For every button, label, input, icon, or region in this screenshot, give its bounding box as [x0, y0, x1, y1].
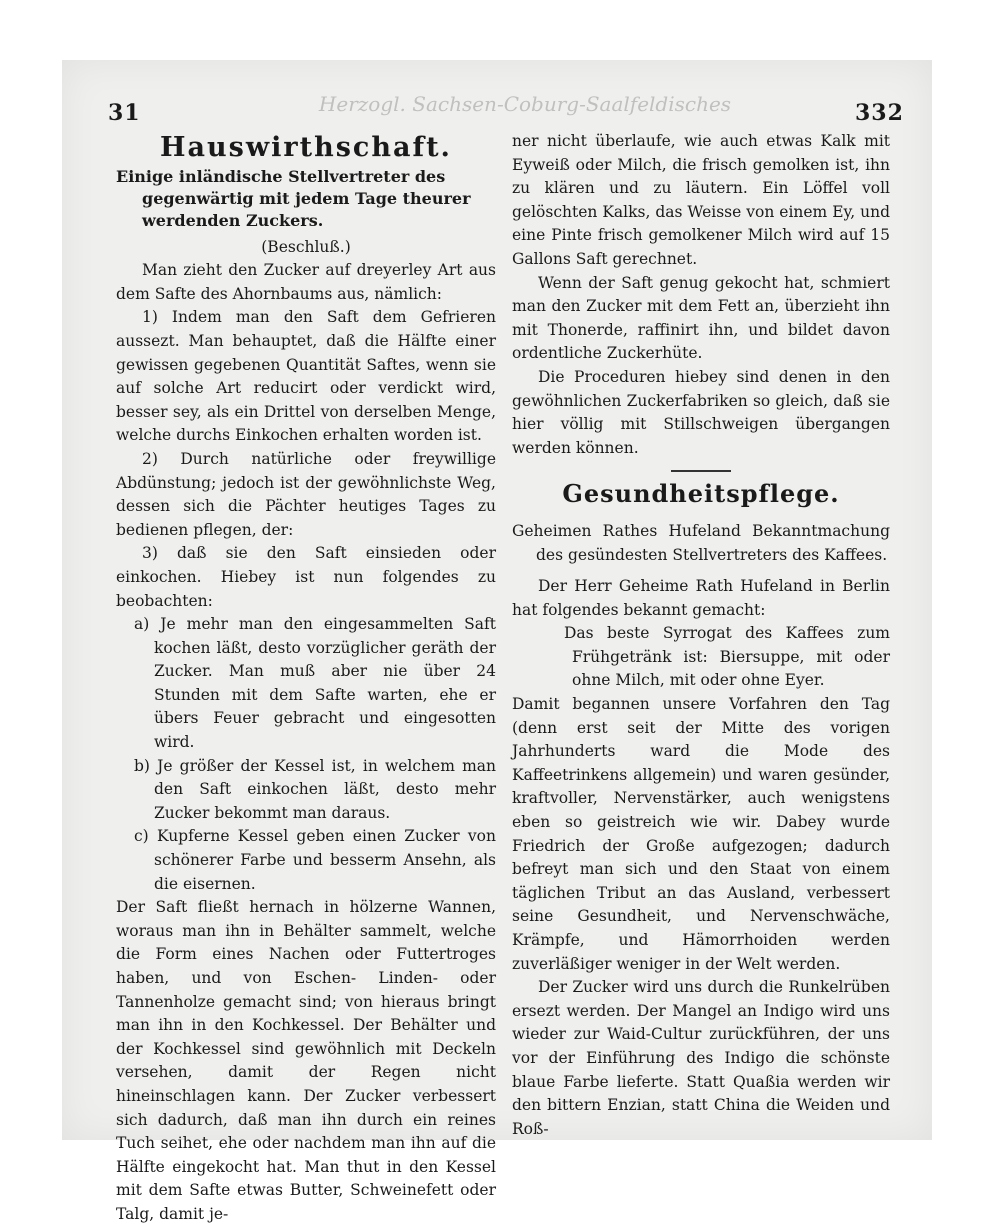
section-divider: [671, 470, 731, 472]
article-subtitle: Einige inländische Stellvertreter des gegenwärtig mit jedem Tage theurer werdenden Zuckers.: [116, 166, 471, 230]
quoted-statement: Das beste Syrrogat des Kaffees zum Frühgetränk ist: Biersuppe, mit oder ohne Milch, mit oder ohne Eyer.: [564, 624, 890, 690]
list-item-b: b) Je größer der Kessel ist, in welchem man den Saft einkochen läßt, desto mehr Zucker bekommt man daraus.: [134, 756, 496, 822]
intro-paragraph: Der Herr Geheime Rath Hufeland in Berlin hat folgendes bekannt gemacht:: [512, 577, 890, 619]
paragraph: Der Zucker wird uns durch die Runkelrüben ersezt werden. Der Mangel an Indigo wird uns wieder zur Waid-Cultur zurückführen, der uns vor der Einführung des Indigo die schönste blaue Farbe lieferte. Statt Quaßia werden wir den bittern Enzian, statt China die Weiden und Roß-: [512, 978, 890, 1138]
paragraph: 1) Indem man den Saft dem Gefrieren aussezt. Man behauptet, daß die Hälfte einer gewissen gegebenen Quantität Saftes, wenn sie auf solche Art reducirt oder verdickt wird, besser sey, als ein Drittel von derselben Menge, welche durchs Einkochen erhalten worden ist.: [116, 308, 496, 445]
right-column: [512, 130, 890, 1141]
paragraph: Damit begannen unsere Vorfahren den Tag (denn erst seit der Mitte des vorigen Jahrhunderts ward die Mode des Kaffeetrinkens allgemein) und waren gesünder, kraftvoller, Nervenstärker, auch wenigstens eben so geistreich wie wir. Dabey wurde Friedrich der Große aufgezogen; dadurch befreyt man sich und den Staat von einem täglichen Tribut an das Ausland, verbessert seine Gesundheit, und Nervenschwäche, Krämpfe, und Hämorrhoiden werden zuverläßiger weniger in der Welt werden.: [512, 695, 890, 973]
paragraph: Die Proceduren hiebey sind denen in den gewöhnlichen Zuckerfabriken so gleich, daß sie hier völlig mit Stillschweigen übergangen werden können.: [512, 367, 890, 457]
right-page-number: 332: [855, 100, 904, 126]
paragraph: Man zieht den Zucker auf dreyerley Art aus dem Safte des Ahornbaums aus, nämlich:: [116, 261, 496, 303]
section-title-hauswirthschaft: Hauswirthschaft.: [160, 132, 452, 163]
list-item-a: a) Je mehr man den eingesammelten Saft kochen läßt, desto vorzüglicher geräth der Zucker. Man muß aber nie über 24 Stunden mit dem Safte warten, ehe er übers Feuer gebracht und eingesotten wird.: [134, 615, 496, 752]
section-subtitle: Geheimen Rathes Hufeland Bekanntmachung des gesündesten Stellvertreters des Kaffees.: [512, 521, 890, 564]
section-title-gesundheitspflege: Gesundheitspflege.: [562, 479, 840, 509]
paragraph: ner nicht überlaufe, wie auch etwas Kalk mit Eyweiß oder Milch, die frisch gemolken ist, ihn zu klären und zu läutern. Ein Löffel voll gelöschten Kalks, das Weisse von einem Ey, und eine Pinte frisch gemolkener Milch wird auf 15 Gallons Saft gerechnet.: [512, 132, 890, 268]
paragraph: 2) Durch natürliche oder freywillige Abdünstung; jedoch ist der gewöhnlichste Weg, dessen sich die Pächter heutiges Tages zu bedienen pflegen, der:: [116, 449, 496, 539]
running-head: Herzogl. Sachsen-Coburg-Saalfeldisches: [318, 92, 732, 116]
left-column: [116, 130, 496, 1227]
paragraph: Der Saft fließt hernach in hölzerne Wannen, woraus man ihn in Behälter sammelt, welche die Form eines Nachen oder Futtertroges haben, und von Eschen- Linden- oder Tannenholze gemacht sind; von hieraus bringt man ihn in den Kochkessel. Der Behälter und der Kochkessel sind gewöhnlich mit Deckeln versehen, damit der Regen nicht hineinschlagen kann. Der Zucker verbessert sich dadurch, daß man ihn durch ein reines Tuch seihet, ehe oder nachdem man ihn auf die Hälfte eingekocht hat. Man thut in den Kessel mit dem Safte etwas Butter, Schweinefett oder Talg, damit je-: [116, 898, 496, 1223]
left-page-number: 31: [108, 100, 141, 126]
list-item-c: c) Kupferne Kessel geben einen Zucker von schönerer Farbe und besserm Ansehn, als die eisernen.: [134, 827, 496, 893]
paragraph: Wenn der Saft genug gekocht hat, schmiert man den Zucker mit dem Fett an, überzieht ihn mit Thonerde, raffinirt ihn, und bildet davon ordentliche Zuckerhüte.: [512, 273, 890, 363]
conclusion-label: (Beschluß.): [261, 237, 351, 256]
paragraph: 3) daß sie den Saft einsieden oder einkochen. Hiebey ist nun folgendes zu beobachten:: [116, 544, 496, 610]
